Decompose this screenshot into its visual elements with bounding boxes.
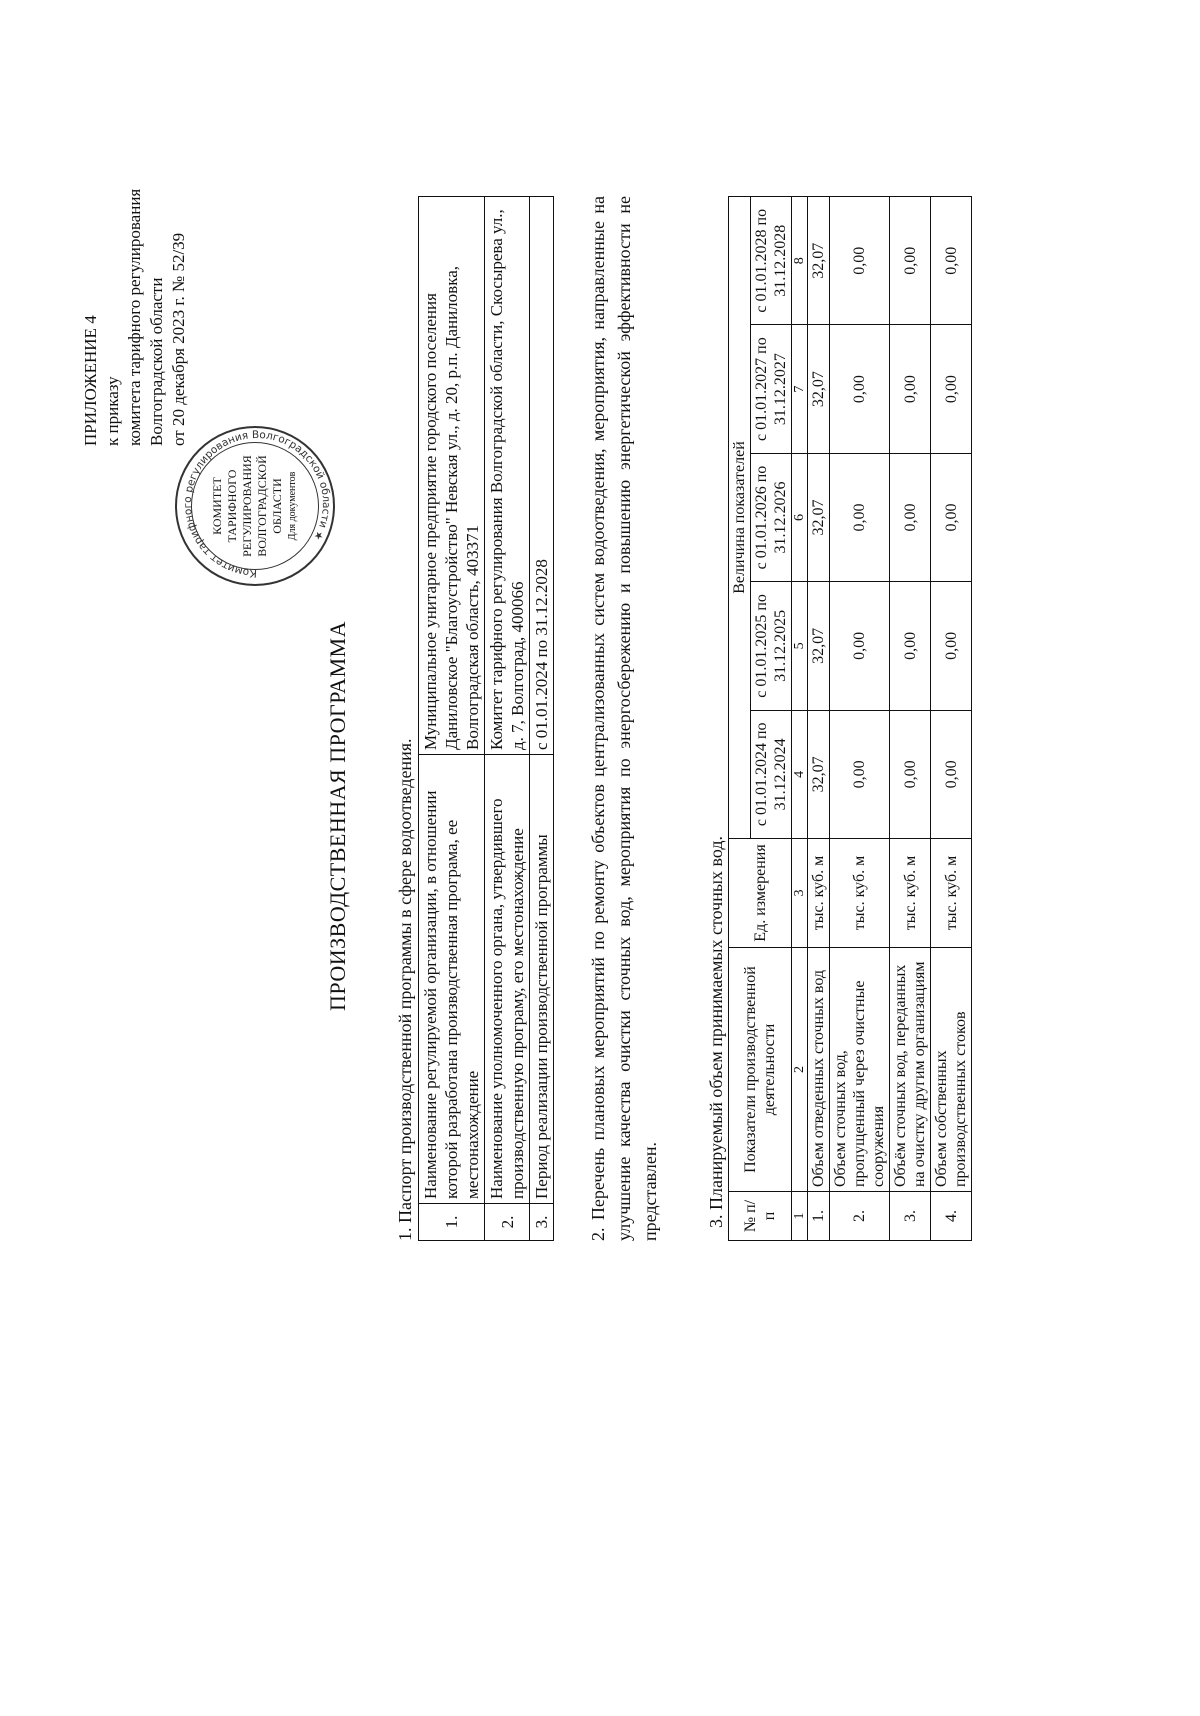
table-row xyxy=(808,197,830,1241)
row-indicator: Объём сточных вод, переданных на очистку другим организациям xyxy=(890,948,931,1192)
passport-num: 1. xyxy=(419,1204,485,1241)
row-value: 0,00 xyxy=(830,582,890,710)
row-value: 0,00 xyxy=(931,582,972,710)
column-index: 4 xyxy=(792,710,808,838)
stamp-ring-text: Комитет тарифного регулирования Волгоградской области ★ xyxy=(181,428,333,580)
stamp-center xyxy=(191,442,319,570)
row-value: 0,00 xyxy=(830,453,890,581)
table-row xyxy=(931,197,972,1241)
row-value: 0,00 xyxy=(931,453,972,581)
row-num: 3. xyxy=(890,1192,931,1241)
rotated-document xyxy=(0,36,980,1596)
row-indicator: Объем отведенных сточных вод xyxy=(808,948,830,1192)
appendix-line-1: к приказу xyxy=(103,376,122,446)
column-index: 2 xyxy=(792,948,808,1192)
period-header: с 01.01.2024 по 31.12.2024 xyxy=(751,710,792,838)
stamp-line-5: ОБЛАСТИ xyxy=(270,478,284,534)
row-value: 0,00 xyxy=(931,325,972,453)
passport-value: Комитет тарифного регулирования Волгоградской области, Скосырева ул., д. 7, Волгоград, 400066 xyxy=(485,197,530,755)
row-unit: тыс. куб. м xyxy=(890,839,931,948)
period-header: с 01.01.2028 по 31.12.2028 xyxy=(751,197,792,325)
row-value: 32,07 xyxy=(808,453,830,581)
passport-label: Период реализации производственной программы xyxy=(530,755,554,1204)
passport-table xyxy=(418,196,554,1241)
passport-num: 3. xyxy=(530,1204,554,1241)
row-value: 0,00 xyxy=(890,582,931,710)
stamp-line-6: Для документов xyxy=(287,471,298,541)
row-value: 0,00 xyxy=(830,710,890,838)
row-num: 2. xyxy=(830,1192,890,1241)
row-value: 32,07 xyxy=(808,582,830,710)
section-2-text: 2. Перечень плановых мероприятий по ремонту объектов централизованных систем водоотведения, мероприятия, направленные на улучшение качества очистки сточных вод, мероприятия по энергосбережению и повышению энергетической эффективности не представлен. xyxy=(588,196,660,1241)
table-row xyxy=(485,197,530,1241)
row-unit: тыс. куб. м xyxy=(830,839,890,948)
official-stamp xyxy=(175,426,335,586)
row-value: 32,07 xyxy=(808,325,830,453)
appendix-header xyxy=(80,106,190,446)
appendix-line-4: от 20 декабря 2023 г. № 52/39 xyxy=(169,232,188,446)
column-index: 7 xyxy=(792,325,808,453)
row-num: 4. xyxy=(931,1192,972,1241)
col-unit-header: Ед. измерения xyxy=(729,839,792,948)
appendix-title: ПРИЛОЖЕНИЕ 4 xyxy=(81,315,100,446)
column-index: 8 xyxy=(792,197,808,325)
passport-num: 2. xyxy=(485,1204,530,1241)
row-value: 0,00 xyxy=(830,197,890,325)
row-value: 0,00 xyxy=(890,197,931,325)
column-index: 5 xyxy=(792,582,808,710)
section-1-heading: 1. Паспорт производственной программы в сфере водоотведения. xyxy=(395,738,415,1241)
col-indicator-header: Показатели производственной деятельности xyxy=(729,948,792,1192)
stamp-line-2: ТАРИФНОГО xyxy=(225,469,239,543)
passport-value: Муниципальное унитарное предприятие городского поселения Даниловское "Благоустройство" Невская ул., д. 20, р.п. Даниловка, Волгоградская область, 403371 xyxy=(419,197,485,755)
table-row xyxy=(419,197,485,1241)
passport-label: Наименование уполномоченного органа, утвердившего производственную програму, его местонахождение xyxy=(485,755,530,1204)
stamp-line-1: КОМИТЕТ xyxy=(210,477,224,535)
table-row xyxy=(890,197,931,1241)
row-num: 1. xyxy=(808,1192,830,1241)
volume-table xyxy=(728,196,972,1241)
period-header: с 01.01.2026 по 31.12.2026 xyxy=(751,453,792,581)
section-3-heading: 3. Планируемый объем принимаемых сточных вод. xyxy=(706,836,726,1228)
row-unit: тыс. куб. м xyxy=(808,839,830,948)
row-value: 0,00 xyxy=(830,325,890,453)
row-value: 32,07 xyxy=(808,710,830,838)
row-indicator: Объем собственных производственных стоков xyxy=(931,948,972,1192)
row-value: 0,00 xyxy=(931,197,972,325)
column-index: 6 xyxy=(792,453,808,581)
row-value: 0,00 xyxy=(890,710,931,838)
row-indicator: Объем сточных вод, пропущенный через очистные сооружения xyxy=(830,948,890,1192)
table-row xyxy=(830,197,890,1241)
passport-value: с 01.01.2024 по 31.12.2028 xyxy=(530,197,554,755)
row-value: 0,00 xyxy=(890,325,931,453)
col-group-header: Величина показателей xyxy=(729,197,751,839)
column-index-row xyxy=(792,197,808,1241)
row-value: 32,07 xyxy=(808,197,830,325)
column-index: 1 xyxy=(792,1192,808,1241)
period-header: с 01.01.2027 по 31.12.2027 xyxy=(751,325,792,453)
table-row xyxy=(530,197,554,1241)
document-title: ПРОИЗВОДСТВЕННАЯ ПРОГРАММА xyxy=(325,620,350,1012)
table-header-row xyxy=(729,197,751,1241)
col-num-header: № п/п xyxy=(729,1192,792,1241)
stamp-line-3: РЕГУЛИРОВАНИЯ xyxy=(240,455,254,557)
column-index: 3 xyxy=(792,839,808,948)
row-value: 0,00 xyxy=(931,710,972,838)
passport-label: Наименование регулируемой организации, в отношении которой разработана производственная програма, ее местонахождение xyxy=(419,755,485,1204)
period-header: с 01.01.2025 по 31.12.2025 xyxy=(751,582,792,710)
row-value: 0,00 xyxy=(890,453,931,581)
appendix-line-3: Волгоградской области xyxy=(147,277,166,446)
row-unit: тыс. куб. м xyxy=(931,839,972,948)
appendix-line-2: комитета тарифного регулирования xyxy=(125,188,144,446)
stamp-line-4: ВОЛГОГРАДСКОЙ xyxy=(255,455,269,557)
